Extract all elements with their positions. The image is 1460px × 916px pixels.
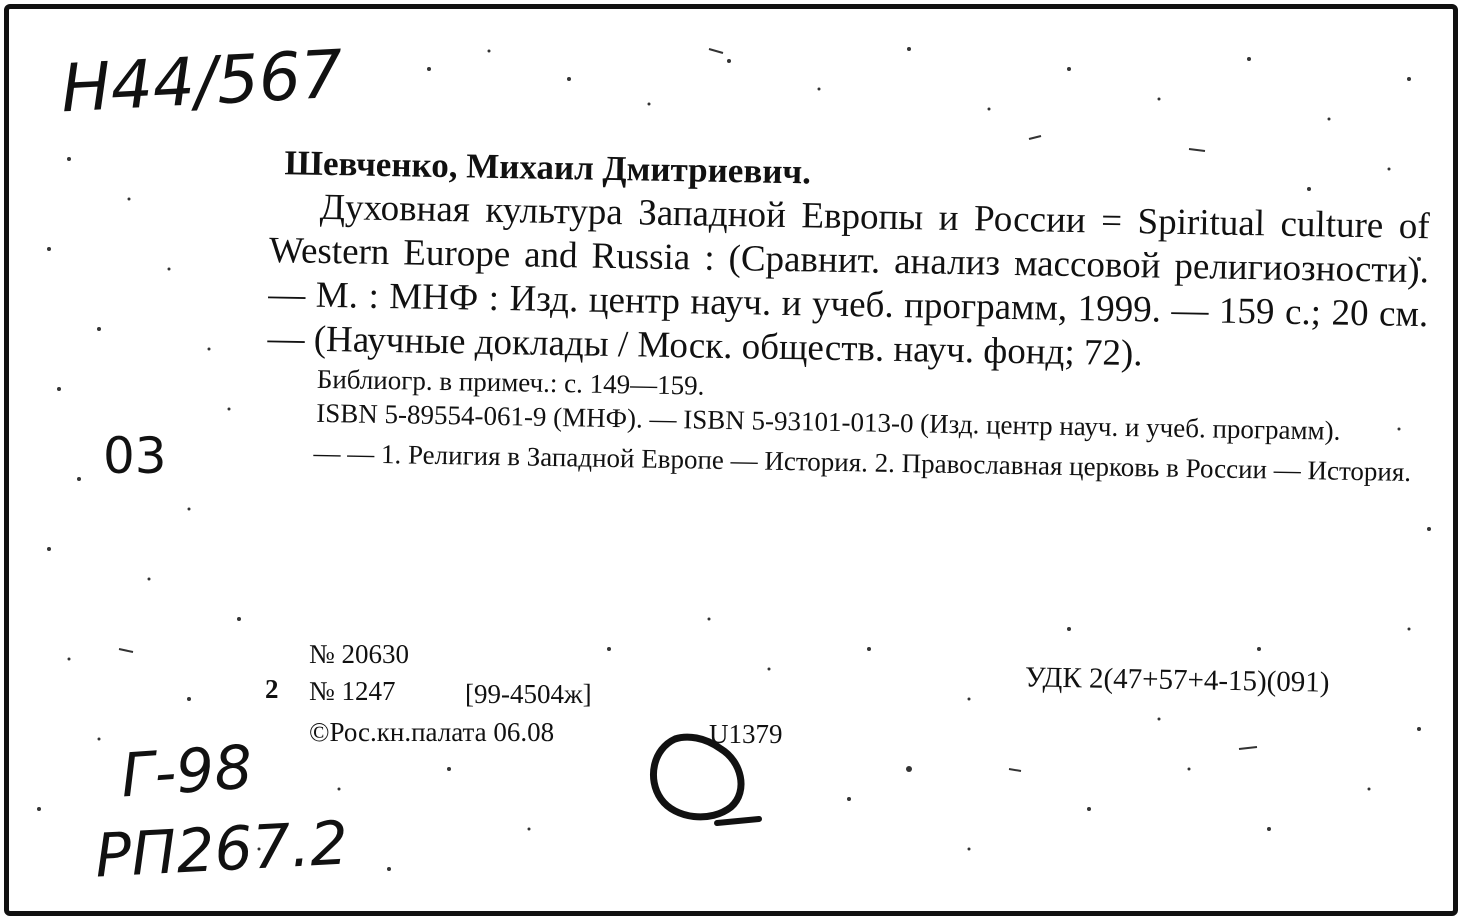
registration-number-1: № 20630 bbox=[309, 639, 410, 669]
title-block: Духовная культура Западной Европы и России = Spiritual culture of Western Europe and Russia : (Сравнит. анализ массовой религиозности). — М. : МНФ : Изд. центр науч. и учеб. программ, 1999. — 159 с.; 20 см. — (Научные доклады / Моск. обществ. науч. фонд; 72). bbox=[267, 186, 1431, 375]
handwritten-circle-mark bbox=[645, 727, 763, 835]
handwritten-shelf-code: H44/567 bbox=[59, 35, 345, 128]
copy-count: 2 bbox=[265, 674, 279, 704]
catalog-card bbox=[4, 4, 1458, 916]
handwritten-side-code: 03 bbox=[103, 427, 167, 485]
handwritten-code-rp: РП267.2 bbox=[93, 808, 350, 892]
isbn-line: ISBN 5-89554-061-9 (МНФ). — ISBN 5-93101-013-0 (Изд. центр науч. и учеб. программ). bbox=[316, 397, 1341, 446]
bibliography-note: Библиогр. в примеч.: с. 149—159. bbox=[316, 363, 705, 401]
udc-code: УДК 2(47+57+4-15)(091) bbox=[1024, 661, 1330, 699]
registration-number-2: № 1247 bbox=[309, 676, 396, 706]
order-code: [99-4504ж] bbox=[465, 679, 592, 709]
handwritten-code-g98: Г-98 bbox=[118, 732, 255, 812]
bibliographic-entry bbox=[265, 141, 1431, 489]
book-chamber-suffix: U1379 bbox=[709, 719, 783, 749]
author-heading: Шевченко, Михаил Дмитриевич. bbox=[284, 143, 812, 192]
subject-headings: — — 1. Религия в Западной Европе — История. 2. Православная церковь в России — История. bbox=[313, 437, 1412, 487]
book-chamber-line: ©Рос.кн.палата 06.08 bbox=[309, 717, 555, 747]
